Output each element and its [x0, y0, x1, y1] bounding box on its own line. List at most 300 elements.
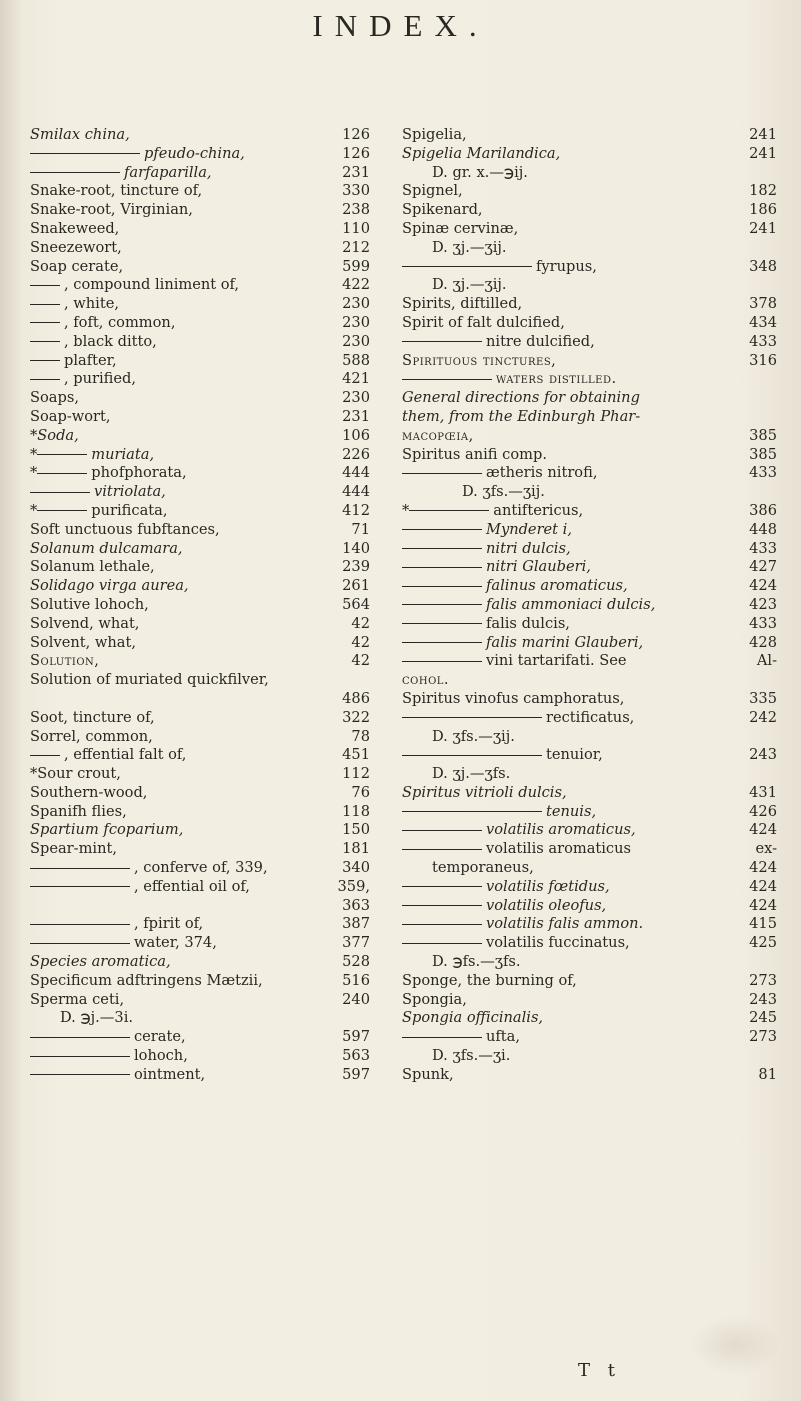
entry-text: Spignel,	[402, 182, 463, 200]
entry-label	[402, 333, 747, 352]
entry-text: Solution,	[30, 652, 100, 670]
ditto-dash	[402, 1037, 482, 1038]
index-entry	[30, 352, 370, 371]
entry-text: Southern-wood,	[30, 783, 148, 801]
asterisk-mark: *	[402, 501, 410, 519]
entry-text: Spongia,	[402, 990, 467, 1008]
index-entry	[402, 859, 777, 878]
index-entry	[30, 803, 370, 822]
index-entry	[30, 652, 370, 671]
ditto-dash	[402, 529, 482, 530]
entry-label	[30, 201, 340, 220]
page-number: 273	[749, 971, 777, 989]
entry-text: Smilax china,	[30, 126, 130, 143]
page-number: 245	[749, 1009, 777, 1027]
ditto-dash	[402, 924, 482, 925]
index-entry	[402, 878, 777, 897]
page-number: 378	[749, 295, 777, 313]
entry-text: , black ditto,	[64, 332, 157, 350]
page-number: 181	[342, 840, 370, 858]
index-entry	[402, 953, 777, 972]
entry-text: plafter,	[64, 351, 117, 369]
entry-text: Spiritus anifi comp.	[402, 445, 547, 463]
entry-text: volatilis fœtidus,	[486, 877, 610, 895]
index-entry	[30, 464, 370, 483]
entry-text: , effential falt of,	[64, 746, 187, 764]
index-entry	[402, 239, 777, 258]
entry-label	[402, 521, 747, 540]
page-number: 110	[342, 219, 370, 237]
entry-text: ætheris nitrofi,	[486, 464, 598, 482]
index-entry	[402, 295, 777, 314]
entry-label	[30, 145, 340, 164]
ditto-dash	[402, 642, 482, 643]
ditto-dash	[30, 322, 60, 323]
entry-label	[402, 220, 747, 239]
page-number: 433	[749, 614, 777, 632]
index-entry	[402, 427, 777, 446]
page-number: 241	[749, 126, 777, 143]
index-entry	[402, 652, 777, 671]
page-number: 363	[342, 896, 370, 914]
entry-label	[30, 276, 340, 295]
entry-label	[402, 540, 747, 559]
entry-label	[402, 728, 747, 747]
page-number: 444	[342, 464, 370, 482]
page-number: Al-	[756, 652, 777, 670]
index-entry	[30, 1066, 370, 1085]
entry-text: D. ʒfs.—ʒi.	[432, 1047, 511, 1065]
index-entry	[30, 389, 370, 408]
ditto-dash	[402, 604, 482, 605]
index-entry	[402, 784, 777, 803]
page-number: 348	[749, 257, 777, 275]
page-number: 599	[342, 257, 370, 275]
index-entry	[402, 201, 777, 220]
entry-label	[402, 972, 747, 991]
index-entry	[30, 915, 370, 934]
entry-text: Sneezewort,	[30, 238, 122, 256]
entry-label	[402, 784, 747, 803]
index-entry	[30, 540, 370, 559]
ditto-dash	[30, 304, 60, 305]
ditto-dash	[402, 943, 482, 944]
page-number: 597	[342, 1028, 370, 1046]
page-number: 359,	[337, 877, 370, 895]
entry-text: Solution of muriated quickfilver,	[30, 671, 269, 689]
entry-text: Specificum adftringens Mætzii,	[30, 971, 263, 989]
entry-text: Soap-wort,	[30, 407, 111, 425]
entry-label	[402, 634, 747, 653]
index-entry	[30, 201, 370, 220]
entry-label	[30, 915, 340, 934]
index-entry	[402, 897, 777, 916]
entry-label	[402, 934, 747, 953]
entry-text: *Sour crout,	[30, 765, 121, 783]
page-number: 231	[342, 163, 370, 181]
ditto-dash	[30, 1056, 130, 1057]
entry-label	[402, 709, 747, 728]
index-entry	[402, 1009, 777, 1028]
entry-label	[30, 427, 340, 446]
ditto-dash	[402, 266, 532, 267]
index-entry	[30, 821, 370, 840]
index-entry	[30, 634, 370, 653]
index-entry	[402, 803, 777, 822]
page-number: 81	[758, 1065, 777, 1083]
entry-label	[402, 427, 747, 446]
entry-text: waters distilled.	[496, 370, 617, 388]
entry-label	[30, 521, 340, 540]
page-number: 240	[342, 990, 370, 1008]
entry-text: D. ʒj.—ʒfs.	[432, 765, 511, 783]
entry-text: , purified,	[64, 370, 137, 388]
entry-label	[30, 314, 340, 333]
index-entry	[30, 953, 370, 972]
ditto-dash	[30, 172, 120, 173]
entry-text: General directions for obtaining	[402, 389, 640, 407]
entry-label	[402, 258, 747, 277]
index-entry	[402, 728, 777, 747]
entry-text: volatilis falis ammon.	[486, 915, 644, 933]
index-entry	[30, 859, 370, 878]
page-number: 126	[342, 144, 370, 162]
entry-text: Spirituous tinctures,	[402, 351, 557, 369]
index-entry	[30, 972, 370, 991]
index-entry	[402, 1066, 777, 1085]
index-entry	[402, 915, 777, 934]
index-entry	[30, 276, 370, 295]
page-number: 516	[342, 971, 370, 989]
page-number: 486	[342, 689, 370, 707]
ditto-dash	[30, 153, 140, 154]
entry-text: D. gr. x.—℈ij.	[432, 163, 528, 181]
entry-label	[402, 446, 747, 465]
index-entry	[402, 690, 777, 709]
entry-text: them, from the Edinburgh Phar-	[402, 407, 641, 425]
page-number: 118	[342, 802, 370, 820]
entry-text: muriata,	[91, 445, 155, 463]
entry-label	[402, 690, 747, 709]
entry-text: Mynderet i,	[486, 520, 572, 538]
ditto-dash	[402, 567, 482, 568]
entry-text: ufta,	[486, 1028, 521, 1046]
index-entry	[402, 540, 777, 559]
entry-label	[402, 295, 747, 314]
page-number: 243	[749, 990, 777, 1008]
index-entry	[30, 728, 370, 747]
entry-text: volatilis fuccinatus,	[486, 934, 630, 952]
entry-text: nitri Glauberi,	[486, 558, 591, 576]
entry-label	[30, 709, 340, 728]
entry-text: Spiritus vinofus camphoratus,	[402, 689, 625, 707]
asterisk-mark: *	[30, 445, 38, 463]
entry-text: rectificatus,	[546, 708, 635, 726]
entry-label	[402, 803, 747, 822]
ditto-dash	[30, 1074, 130, 1075]
entry-text: Soap cerate,	[30, 257, 124, 275]
index-entry	[30, 483, 370, 502]
entry-text: Spigelia,	[402, 126, 467, 143]
entry-label	[30, 408, 340, 427]
entry-label	[402, 126, 747, 145]
entry-text: Spirit of falt dulcified,	[402, 313, 565, 331]
page-number: 428	[749, 633, 777, 651]
index-entry	[30, 164, 370, 183]
entry-label	[402, 239, 747, 258]
index-entry	[402, 333, 777, 352]
entry-label	[402, 201, 747, 220]
page-number: 385	[749, 426, 777, 444]
entry-label	[30, 220, 340, 239]
page-number: 261	[342, 577, 370, 595]
ditto-dash	[30, 360, 60, 361]
entry-text: D. ʒfs.—ʒij.	[432, 727, 515, 745]
page-number: 231	[342, 407, 370, 425]
index-entry	[402, 991, 777, 1010]
page-number: 186	[749, 201, 777, 219]
index-entry	[30, 182, 370, 201]
entry-label	[402, 878, 747, 897]
entry-label	[402, 765, 747, 784]
page-number: 182	[749, 182, 777, 200]
entry-label	[402, 1028, 747, 1047]
entry-label	[30, 746, 340, 765]
index-entry	[402, 934, 777, 953]
entry-text: Snakeweed,	[30, 219, 120, 237]
entry-label	[30, 164, 340, 183]
entry-label	[30, 953, 340, 972]
page-number: 241	[749, 219, 777, 237]
entry-text: Spongia officinalis,	[402, 1009, 544, 1027]
entry-label	[30, 239, 340, 258]
page-number: 444	[342, 483, 370, 501]
ditto-dash	[30, 492, 90, 493]
ditto-dash	[402, 830, 482, 831]
index-entry	[30, 577, 370, 596]
entry-text: D. ʒfs.—ʒij.	[462, 483, 545, 501]
paper-stain	[690, 1315, 780, 1375]
index-entry	[30, 897, 370, 916]
entry-label	[30, 483, 340, 502]
index-entry	[402, 1028, 777, 1047]
entry-text: , foft, common,	[64, 313, 176, 331]
entry-label	[402, 408, 747, 427]
page-number: 431	[749, 783, 777, 801]
entry-label	[402, 577, 747, 596]
page-number: 425	[749, 934, 777, 952]
index-entry	[402, 840, 777, 859]
page-number: 433	[749, 464, 777, 482]
entry-label	[30, 258, 340, 277]
index-entry	[402, 765, 777, 784]
entry-label	[402, 652, 747, 671]
entry-label	[30, 878, 338, 897]
entry-text: vitriolata,	[94, 483, 166, 501]
page-number: 330	[342, 182, 370, 200]
entry-text: farfaparilla,	[124, 163, 212, 181]
page-number: 424	[749, 877, 777, 895]
entry-text: D. ℈j.—3i.	[60, 1009, 133, 1027]
index-entry	[402, 483, 777, 502]
entry-text: Snake-root, tincture of,	[30, 182, 203, 200]
index-entry	[30, 596, 370, 615]
ditto-dash	[402, 623, 482, 624]
ditto-dash	[402, 379, 492, 380]
page-number: 322	[342, 708, 370, 726]
page-number: 433	[749, 332, 777, 350]
ditto-dash	[402, 548, 482, 549]
entry-label	[402, 164, 747, 183]
page-number: 451	[342, 746, 370, 764]
page-number: 564	[342, 595, 370, 613]
index-entry	[30, 558, 370, 577]
entry-label	[30, 1066, 340, 1085]
entry-label	[30, 615, 340, 634]
entry-text: volatilis oleofus,	[486, 896, 607, 914]
index-entry	[30, 239, 370, 258]
index-entry	[30, 934, 370, 953]
page-number: 385	[749, 445, 777, 463]
entry-text: cohol.	[402, 671, 450, 689]
page-number: 239	[342, 558, 370, 576]
index-entry	[402, 464, 777, 483]
entry-label	[402, 464, 747, 483]
ditto-dash	[402, 849, 482, 850]
page-number: 340	[342, 859, 370, 877]
entry-text: antiftericus,	[493, 501, 584, 519]
page-number: 335	[749, 689, 777, 707]
entry-text: tenuis,	[546, 802, 597, 820]
index-entry	[402, 821, 777, 840]
index-entry	[30, 521, 370, 540]
index-entry	[30, 878, 370, 897]
page-number: 230	[342, 389, 370, 407]
page-number: 76	[351, 783, 370, 801]
entry-text: fyrupus,	[536, 257, 597, 275]
entry-text: Solvend, what,	[30, 614, 140, 632]
ditto-dash	[30, 379, 60, 380]
index-entry	[402, 145, 777, 164]
page-number: 126	[342, 126, 370, 143]
entry-label	[30, 671, 340, 690]
page-number: 427	[749, 558, 777, 576]
index-entry	[402, 615, 777, 634]
entry-label	[30, 464, 340, 483]
entry-label	[402, 991, 747, 1010]
entry-text: Solutive lohoch,	[30, 595, 149, 613]
entry-label	[402, 915, 747, 934]
index-entry	[30, 370, 370, 389]
ditto-dash	[30, 341, 60, 342]
entry-label	[402, 1047, 747, 1066]
page-number: 387	[342, 915, 370, 933]
entry-label	[30, 821, 340, 840]
ditto-dash	[402, 717, 542, 718]
entry-text: Solidago virga aurea,	[30, 577, 189, 595]
ditto-dash	[402, 661, 482, 662]
signature-mark: T t	[578, 1360, 621, 1381]
ditto-dash	[30, 755, 60, 756]
index-entry	[30, 333, 370, 352]
index-entry	[402, 521, 777, 540]
entry-label	[402, 182, 747, 201]
entry-label	[30, 352, 340, 371]
page-number: 433	[749, 539, 777, 557]
page-number: 377	[342, 934, 370, 952]
index-entry	[402, 389, 777, 408]
index-entry	[402, 182, 777, 201]
entry-label	[30, 596, 340, 615]
asterisk-mark: *	[30, 464, 38, 482]
index-entry	[402, 502, 777, 521]
index-entry	[402, 746, 777, 765]
entry-label	[30, 634, 340, 653]
index-entry	[402, 314, 777, 333]
page-number: 112	[342, 765, 370, 783]
page-number: 242	[749, 708, 777, 726]
entry-label	[30, 333, 340, 352]
index-entry	[402, 446, 777, 465]
index-entry	[402, 352, 777, 371]
index-entry	[402, 709, 777, 728]
entry-text: Soaps,	[30, 389, 79, 407]
page-number: 424	[749, 821, 777, 839]
page-number: 230	[342, 313, 370, 331]
entry-text: phofphorata,	[91, 464, 187, 482]
index-column-left	[30, 126, 370, 1085]
index-entry	[402, 126, 777, 145]
entry-text: Spigelia Marilandica,	[402, 144, 561, 162]
entry-label	[402, 671, 747, 690]
entry-text: Spiritus vitrioli dulcis,	[402, 783, 567, 801]
entry-text: Sponge, the burning of,	[402, 971, 577, 989]
entry-label	[30, 859, 340, 878]
entry-text: D. ʒj.—ʒij.	[432, 238, 507, 256]
entry-text: Spunk,	[402, 1065, 454, 1083]
ditto-dash	[30, 943, 130, 944]
entry-text: Spinæ cervinæ,	[402, 219, 519, 237]
entry-text: volatilis aromaticus,	[486, 821, 636, 839]
page-number: 597	[342, 1065, 370, 1083]
page-number: 226	[342, 445, 370, 463]
page-number: 140	[342, 539, 370, 557]
entry-label	[402, 746, 747, 765]
ditto-dash	[30, 886, 130, 887]
index-entry	[402, 596, 777, 615]
entry-text: falis marini Glauberi,	[486, 633, 644, 651]
entry-label	[30, 295, 340, 314]
page-number: 241	[749, 144, 777, 162]
entry-label	[30, 1028, 340, 1047]
index-entry	[30, 840, 370, 859]
entry-label	[30, 803, 340, 822]
entry-text: nitri dulcis,	[486, 539, 571, 557]
page-number: 106	[342, 426, 370, 444]
index-entry	[402, 558, 777, 577]
ditto-dash	[402, 473, 482, 474]
entry-text: Spanifh flies,	[30, 802, 127, 820]
ditto-dash	[402, 886, 482, 887]
ditto-dash	[409, 510, 489, 511]
page-number: 238	[342, 201, 370, 219]
ditto-dash	[30, 1037, 130, 1038]
page-number: 42	[351, 633, 370, 651]
entry-label	[30, 540, 340, 559]
entry-label	[402, 953, 747, 972]
entry-text: *Soda,	[30, 426, 79, 444]
index-entry	[30, 1009, 370, 1028]
